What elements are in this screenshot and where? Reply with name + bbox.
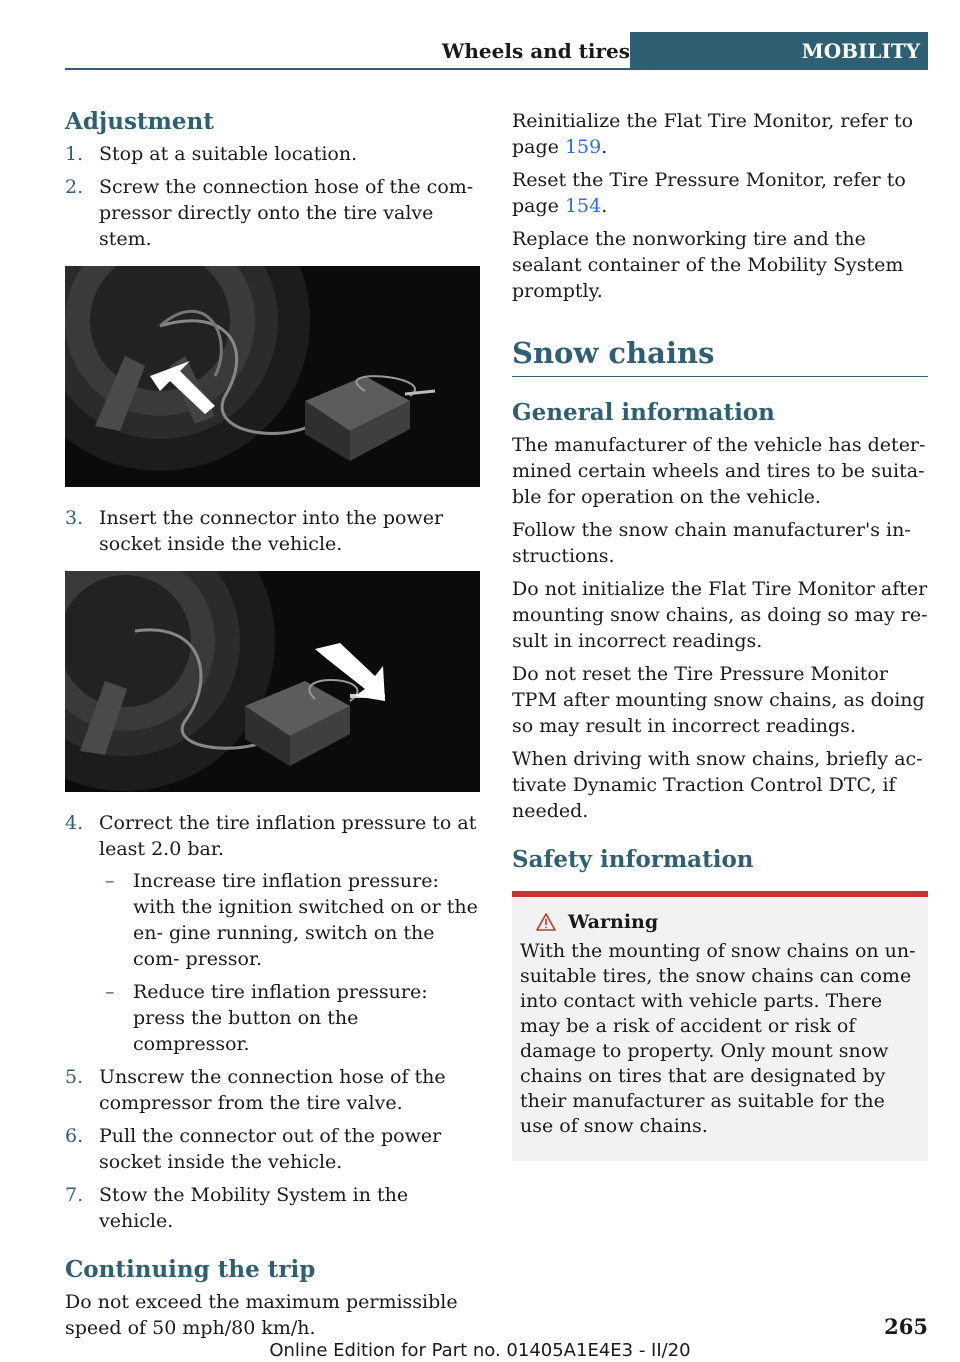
steps-list-4	[65, 810, 480, 1234]
replace-paragraph: Replace the nonworking tire and the sealant container of the Mobility System promptly.	[512, 228, 904, 302]
page-footer	[0, 1310, 960, 1362]
warning-title: Warning	[568, 911, 659, 933]
power-socket-photo	[65, 571, 480, 792]
warning-header	[536, 911, 920, 933]
page-link-154[interactable]: 154	[564, 195, 602, 217]
compressor-hose-photo	[65, 266, 480, 487]
general-para-5: When driving with snow chains, briefly ac‐ tivate Dynamic Traction Control DTC, if needed.	[512, 748, 923, 822]
warning-text: With the mounting of snow chains on un‐ suitable tires, the snow chains can come into contact with vehicle parts. There may be a risk of accident or risk of damage to property. Only mount snow chains on tires that are designated by their manufacturer as suitable for the use of snow chains.	[520, 940, 916, 1137]
reset-paragraph: Reset the Tire Pressure Monitor, refer to page 154.	[512, 169, 906, 217]
general-para-4: Do not reset the Tire Pressure Monitor TPM after mounting snow chains, as doing so may result in incorrect readings.	[512, 663, 925, 737]
edition-line: Online Edition for Part no. 01405A1E4E3 - II/20	[269, 1340, 691, 1361]
step-1: 1. Stop at a suitable location.	[65, 143, 358, 165]
page-link-159[interactable]: 159	[564, 136, 602, 158]
general-info-heading: General information	[512, 399, 775, 426]
snow-chains-heading: Snow chains	[512, 324, 928, 377]
adjustment-heading: Adjustment	[65, 108, 214, 135]
warning-triangle-icon	[536, 913, 556, 931]
step-5: 5. Unscrew the connection hose of the compressor from the tire valve.	[65, 1066, 446, 1114]
right-column	[512, 100, 928, 1161]
warning-box	[512, 891, 928, 1161]
page-header	[65, 32, 928, 70]
step-4: 4. Correct the tire inflation pressure to at least 2.0 bar. – Increase tire inflation pressure: with the ignition switched on or the en‐ gine running, switch on the com‐ pressor. – Reduce tire inflation pressure: press the button on the compressor.	[65, 810, 480, 1057]
header-rule	[65, 68, 928, 70]
step-6: 6. Pull the connector out of the power socket inside the vehicle.	[65, 1125, 442, 1173]
continuing-text: Do not exceed the maximum permissible speed of 50 mph/80 km/h.	[65, 1291, 458, 1339]
general-para-3: Do not initialize the Flat Tire Monitor after mounting snow chains, as doing so may re‐ sult in incorrect readings.	[512, 578, 928, 652]
reinit-paragraph: Reinitialize the Flat Tire Monitor, refer to page 159.	[512, 110, 914, 158]
sub-item-increase: – Increase tire inflation pressure: with the ignition switched on or the en‐ gine running, switch on the com‐ pressor.	[105, 870, 478, 970]
steps-list-a	[65, 141, 480, 252]
safety-heading: Safety information	[512, 846, 754, 873]
step-4-sublist	[99, 868, 480, 1057]
step-2: 2. Screw the connection hose of the com‐ pressor directly onto the tire valve stem.	[65, 176, 474, 250]
step-3: 3. Insert the connector into the power socket inside the vehicle.	[65, 507, 444, 555]
sub-item-reduce: – Reduce tire inflation pressure: press the button on the compressor.	[105, 981, 428, 1055]
page-number: 265	[884, 1314, 928, 1339]
general-para-1: The manufacturer of the vehicle has deter‐ mined certain wheels and tires to be suita‐ ble for operation on the vehicle.	[512, 434, 926, 508]
step-7: 7. Stow the Mobility System in the vehicle.	[65, 1184, 409, 1232]
steps-list-3	[65, 505, 480, 557]
continuing-heading: Continuing the trip	[65, 1256, 316, 1283]
general-para-2: Follow the snow chain manufacturer's in‐ structions.	[512, 519, 911, 567]
header-chapter: MOBILITY	[630, 32, 928, 70]
header-section: Wheels and tires	[441, 39, 630, 63]
left-column	[65, 100, 480, 1348]
